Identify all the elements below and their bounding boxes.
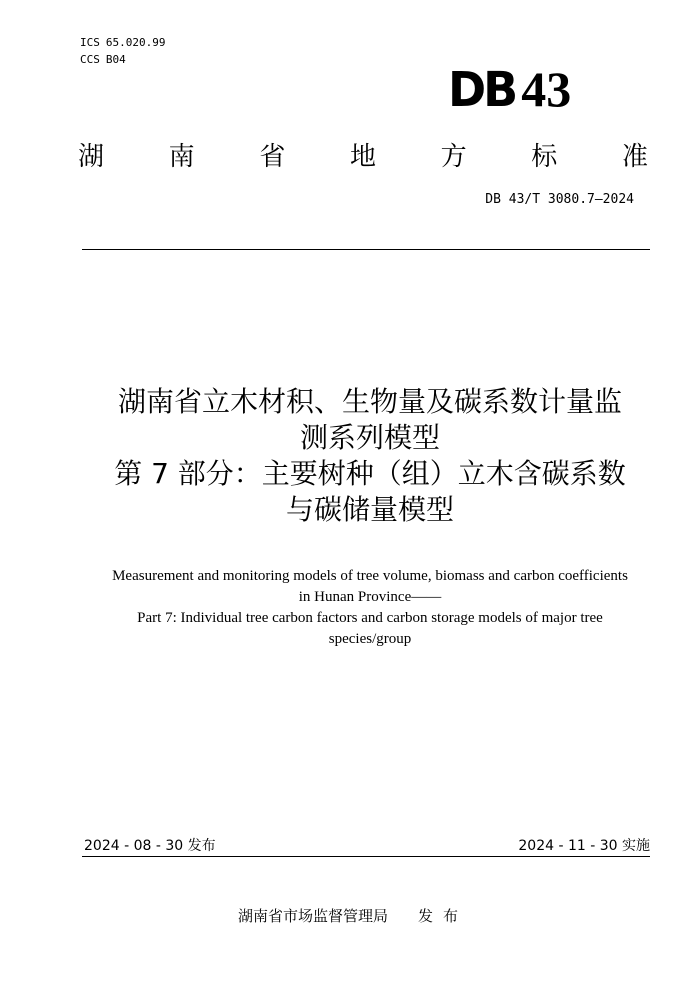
standard-number: DB 43/T 3080.7—2024	[485, 192, 634, 207]
chinese-title-line: 湖南省立木材积、生物量及碳系数计量监	[117, 385, 622, 418]
logo-number: 43	[521, 61, 572, 117]
header-divider	[82, 249, 650, 250]
chinese-title-line: 测系列模型	[299, 421, 440, 454]
ccs-row	[80, 51, 165, 68]
standard-type-char: 准	[621, 142, 648, 172]
chinese-title-line: 第 7 部分：主要树种（组）立木含碳系数	[114, 457, 626, 490]
standard-type-char: 标	[531, 142, 558, 172]
issue-date: 2024 - 08 - 30 发布	[84, 838, 216, 854]
english-title-line: in Hunan Province——	[298, 589, 442, 605]
standard-type-char: 方	[440, 142, 467, 172]
ccs-value: B04	[105, 53, 126, 66]
ccs-label: CCS	[80, 53, 100, 66]
english-title-line: Part 7: Individual tree carbon factors and carbon storage models of major tree	[137, 610, 603, 626]
logo-prefix: DB	[448, 60, 516, 118]
english-title	[70, 566, 670, 650]
footer-divider	[82, 856, 650, 857]
english-title-line: species/group	[328, 631, 412, 647]
ics-row	[80, 34, 165, 51]
english-title-line: Measurement and monitoring models of tree volume, biomass and carbon coefficients	[112, 568, 628, 584]
ics-label: ICS	[80, 36, 100, 49]
chinese-title	[60, 384, 680, 528]
standard-type-title	[78, 136, 648, 173]
db43-logo	[448, 60, 608, 118]
implementation-date: 2024 - 11 - 30 实施	[518, 838, 650, 854]
classification-codes	[80, 34, 165, 68]
standard-type-char: 省	[259, 142, 286, 172]
publisher-action: 发布	[418, 907, 469, 925]
standard-type-char: 地	[349, 142, 376, 172]
chinese-title-line: 与碳储量模型	[285, 493, 454, 526]
ics-value: 65.020.99	[105, 36, 166, 49]
publisher	[238, 905, 468, 926]
standard-type-char: 南	[168, 142, 195, 172]
publisher-name: 湖南省市场监督管理局	[238, 907, 389, 925]
standard-type-char: 湖	[78, 142, 105, 172]
